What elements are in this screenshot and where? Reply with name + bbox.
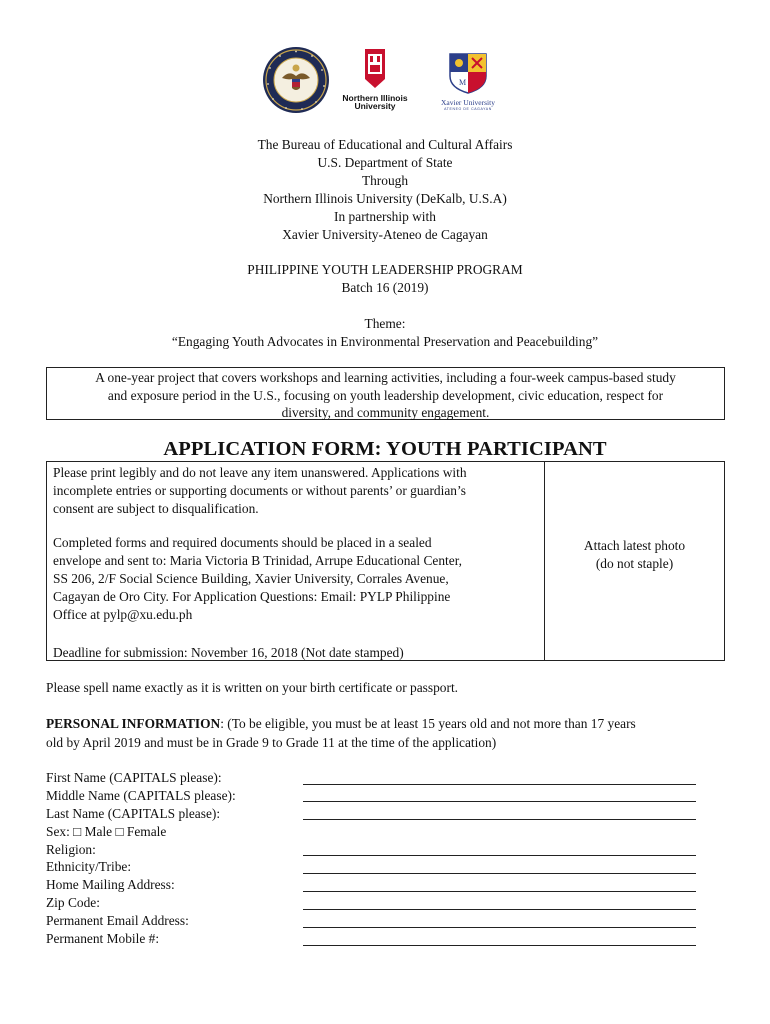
personal-info-fields <box>46 769 706 948</box>
photo-note: (do not staple) <box>595 555 674 571</box>
header-line: Xavier University-Ateneo de Cagayan <box>282 227 488 242</box>
field-label: Permanent Mobile #: <box>46 931 160 947</box>
xu-logo <box>436 52 500 114</box>
instruction-line: envelope and sent to: Maria Victoria B Trinidad, Arrupe Educational Center, <box>53 553 462 569</box>
theme-label: Theme: <box>364 316 406 331</box>
form-title: APPLICATION FORM: YOUTH PARTICIPANT <box>163 438 607 460</box>
logo-strip <box>262 46 522 118</box>
field-input-line[interactable] <box>303 945 696 946</box>
deadline-text: Deadline for submission: November 16, 2018 (Not date stamped) <box>53 645 404 660</box>
theme-text: “Engaging Youth Advocates in Environmental Preservation and Peacebuilding” <box>171 334 599 349</box>
xu-name: Xavier University <box>441 98 495 107</box>
field-input-line[interactable] <box>303 927 696 928</box>
niu-name-line1: Northern Illinois <box>342 93 408 103</box>
program-batch: Batch 16 (2019) <box>341 280 429 295</box>
form-field-row <box>46 787 706 805</box>
field-input-line[interactable] <box>303 891 696 892</box>
instruction-line: Cagayan de Oro City. For Application Questions: Email: PYLP Philippine <box>53 588 451 604</box>
field-input-line[interactable] <box>303 909 696 910</box>
header-line: U.S. Department of State <box>317 155 453 170</box>
header-line: In partnership with <box>334 209 436 224</box>
form-field-row <box>46 876 706 894</box>
program-block <box>0 261 770 297</box>
field-label: First Name (CAPITALS please): <box>46 770 222 785</box>
field-label: Ethnicity/Tribe: <box>46 859 132 875</box>
niu-name-line2: University <box>354 101 396 111</box>
description-line: and exposure period in the U.S., focusing on youth leadership development, civic education, respect for <box>107 387 664 403</box>
header-line: Northern Illinois University (DeKalb, U.S.A) <box>263 191 507 206</box>
program-description-box <box>46 367 725 420</box>
instruction-line: SS 206, 2/F Social Science Building, Xavier University, Corrales Avenue, <box>53 570 449 586</box>
form-field-row <box>46 823 706 841</box>
field-input-line[interactable] <box>303 855 696 856</box>
form-field-row <box>46 841 706 859</box>
field-input-line[interactable] <box>303 784 696 785</box>
instruction-line: Please print legibly and do not leave any item unanswered. Applications with <box>53 465 467 480</box>
field-label: Religion: <box>46 841 96 857</box>
program-name: PHILIPPINE YOUTH LEADERSHIP PROGRAM <box>247 262 523 277</box>
field-label: Permanent Email Address: <box>46 913 189 929</box>
form-field-row <box>46 930 706 948</box>
spell-note: Please spell name exactly as it is written on your birth certificate or passport. <box>46 680 459 695</box>
personal-info-text: old by April 2019 and must be in Grade 9 to Grade 11 at the time of the application) <box>46 735 497 750</box>
header-line: The Bureau of Educational and Cultural Affairs <box>257 137 513 152</box>
instruction-line: Office at pylp@xu.edu.ph <box>53 606 193 622</box>
instructions-table <box>46 461 725 661</box>
field-label: Home Mailing Address: <box>46 877 175 893</box>
personal-info-heading: PERSONAL INFORMATION <box>46 716 221 731</box>
field-input-line[interactable] <box>303 873 696 874</box>
personal-info-text: : (To be eligible, you must be at least 15 years old and not more than 17 years <box>220 716 636 731</box>
svg-text:M: M <box>459 78 467 87</box>
us-state-department-seal-icon <box>262 46 330 114</box>
form-field-row <box>46 805 706 823</box>
niu-shield-icon <box>363 49 387 89</box>
photo-box[interactable] <box>545 462 724 660</box>
field-label: Zip Code: <box>46 895 100 911</box>
instructions-cell <box>47 462 545 660</box>
form-field-row <box>46 769 706 787</box>
xu-subname: ATENEO DE CAGAYAN <box>444 107 492 111</box>
description-line: diversity, and community engagement. <box>281 405 490 420</box>
field-label: Last Name (CAPITALS please): <box>46 805 221 821</box>
instruction-line: incomplete entries or supporting documents or without parents’ or guardian’s <box>53 482 466 498</box>
form-field-row <box>46 912 706 930</box>
field-label: Sex: □ Male □ Female <box>46 823 167 839</box>
field-input-line[interactable] <box>303 801 696 802</box>
field-input-line[interactable] <box>303 819 696 820</box>
xu-shield-icon <box>448 52 488 94</box>
niu-logo <box>340 49 410 115</box>
header-line: Through <box>361 173 409 188</box>
personal-info-intro <box>46 714 726 752</box>
instruction-line: Completed forms and required documents should be placed in a sealed <box>53 535 432 551</box>
organizer-header <box>0 136 770 244</box>
form-field-row <box>46 858 706 876</box>
description-line: A one-year project that covers workshops and learning activities, including a four-week campus-based study <box>95 370 676 385</box>
field-label: Middle Name (CAPITALS please): <box>46 787 236 803</box>
instruction-line: consent are subject to disqualification. <box>53 500 259 516</box>
theme-block <box>0 315 770 351</box>
form-field-row <box>46 894 706 912</box>
photo-instruction: Attach latest photo <box>583 538 686 553</box>
